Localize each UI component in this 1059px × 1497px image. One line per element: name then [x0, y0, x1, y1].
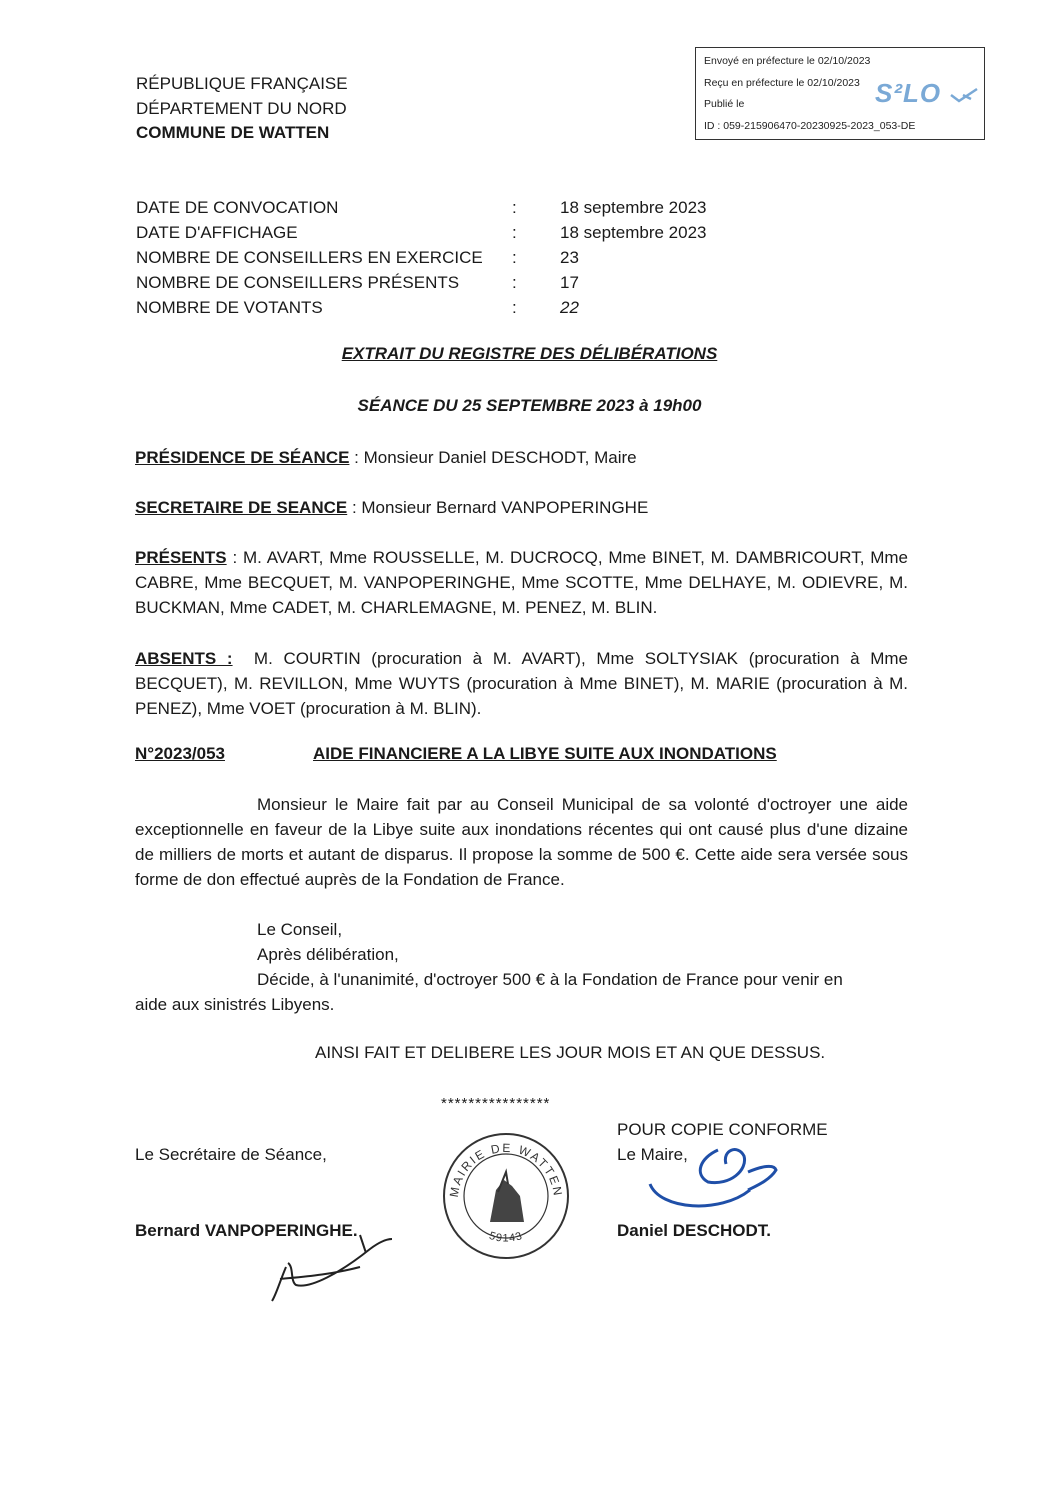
extrait-title: EXTRAIT DU REGISTRE DES DÉLIBÉRATIONS — [341, 344, 718, 363]
fact-row — [136, 245, 736, 270]
fact-label: NOMBRE DE CONSEILLERS EN EXERCICE — [136, 248, 483, 267]
presents-text: : M. AVART, Mme ROUSSELLE, M. DUCROCQ, Mme BINET, M. DAMBRICOURT, Mme CABRE, Mme BECQUET, M. VANPOPERINGHE, Mme SCOTTE, Mme DELHAYE, M. ODIEVRE, M. BUCKMAN, Mme CADET, M. CHARLEMAGNE, M. PENEZ, M. BLIN. — [135, 548, 908, 617]
deliberation-body: Monsieur le Maire fait par au Conseil Municipal de sa volonté d'octroyer une aide exceptionnelle en faveur de la Libye suite aux inondations récentes qui ont causé plus d'une dizaine de milliers de morts et autant de disparus. Il propose la somme de 500 €. Cette aide sera versée sous forme de don effectué auprès de la Fondation de France. — [135, 795, 908, 889]
deliberation-number: N°2023/053 — [135, 744, 225, 763]
fact-value: 18 septembre 2023 — [560, 198, 707, 217]
presidence-paragraph — [135, 445, 908, 470]
stamp-publie: Publié le — [704, 98, 745, 110]
fact-label: NOMBRE DE CONSEILLERS PRÉSENTS — [136, 273, 460, 292]
secretaire-paragraph — [135, 495, 908, 520]
fact-row — [136, 270, 736, 295]
header-block — [136, 72, 348, 146]
absents-paragraph — [135, 646, 913, 721]
session-facts — [136, 195, 736, 320]
secretaire-signature-icon — [250, 1215, 400, 1305]
deliberation-title: AIDE FINANCIERE A LA LIBYE SUITE AUX INONDATIONS — [313, 744, 777, 763]
fact-row — [136, 220, 736, 245]
fact-separator: : — [512, 298, 517, 317]
fact-row — [136, 195, 736, 220]
seal-code: 59143 — [487, 1229, 525, 1245]
decision-line: aide aux sinistrés Libyens. — [135, 995, 335, 1014]
s2lo-logo — [875, 78, 979, 109]
closing-statement: AINSI FAIT ET DELIBERE LES JOUR MOIS ET AN QUE DESSUS. — [315, 1043, 826, 1062]
secretaire-role: Le Secrétaire de Séance, — [135, 1145, 327, 1164]
fact-value: 18 septembre 2023 — [560, 223, 707, 242]
pour-copie-conforme: POUR COPIE CONFORME — [617, 1120, 828, 1139]
presents-paragraph — [135, 545, 908, 620]
maire-name: Daniel DESCHODT. — [617, 1221, 771, 1240]
absents-label: ABSENTS : — [135, 649, 233, 668]
s2lo-check-icon — [949, 87, 979, 103]
fact-row — [136, 295, 736, 320]
fact-label: DATE D'AFFICHAGE — [136, 223, 298, 242]
presidence-text: : Monsieur Daniel DESCHODT, Maire — [349, 448, 637, 467]
fact-label: DATE DE CONVOCATION — [136, 198, 339, 217]
presents-label: PRÉSENTS — [135, 548, 227, 567]
secretaire-name: Bernard VANPOPERINGHE. — [135, 1221, 358, 1240]
seance-title: SÉANCE DU 25 SEPTEMBRE 2023 à 19h00 — [357, 396, 702, 415]
s2lo-logo-text: S²LO — [875, 78, 942, 108]
mairie-seal-icon — [440, 1130, 572, 1262]
header-commune: COMMUNE DE WATTEN — [136, 123, 330, 142]
fact-value: 17 — [560, 273, 579, 292]
fact-value: 23 — [560, 248, 579, 267]
seal-text: MAIRIE DE WATTEN — [446, 1140, 566, 1199]
decision-block — [135, 917, 908, 1017]
fact-label: NOMBRE DE VOTANTS — [136, 298, 323, 317]
stamp-envoye: Envoyé en préfecture le 02/10/2023 — [704, 55, 871, 67]
svg-text:59143 — [488, 1230, 525, 1245]
maire-signature-icon — [630, 1130, 790, 1230]
presidence-label: PRÉSIDENCE DE SÉANCE — [135, 448, 350, 467]
decision-line: Le Conseil, — [257, 920, 343, 939]
secretaire-text: : Monsieur Bernard VANPOPERINGHE — [347, 498, 649, 517]
fact-separator: : — [512, 198, 517, 217]
fact-separator: : — [512, 273, 517, 292]
seal-emblem — [490, 1172, 524, 1222]
decision-line: Décide, à l'unanimité, d'octroyer 500 € à la Fondation de France pour venir en — [257, 970, 843, 989]
stamp-recu: Reçu en préfecture le 02/10/2023 — [704, 76, 860, 89]
fact-separator: : — [512, 248, 517, 267]
fact-value: 22 — [560, 298, 579, 317]
maire-role: Le Maire, — [617, 1145, 688, 1164]
absents-text: M. COURTIN (procuration à M. AVART), Mme SOLTYSIAK (procuration à Mme BECQUET), M. REVILLON, Mme WUYTS (procuration à Mme BINET), M. MARIE (procuration à M. PENEZ), Mme VOET (procuration à M. BLIN). — [135, 649, 913, 718]
secretaire-label: SECRETAIRE DE SEANCE — [135, 498, 348, 517]
stamp-id: ID : 059-215906470-20230925-2023_053-DE — [704, 119, 916, 132]
separator-stars: **************** — [441, 1095, 551, 1112]
header-republique: RÉPUBLIQUE FRANÇAISE — [136, 74, 348, 93]
decision-line: Après délibération, — [257, 945, 399, 964]
fact-separator: : — [512, 223, 517, 242]
header-departement: DÉPARTEMENT DU NORD — [136, 98, 347, 118]
